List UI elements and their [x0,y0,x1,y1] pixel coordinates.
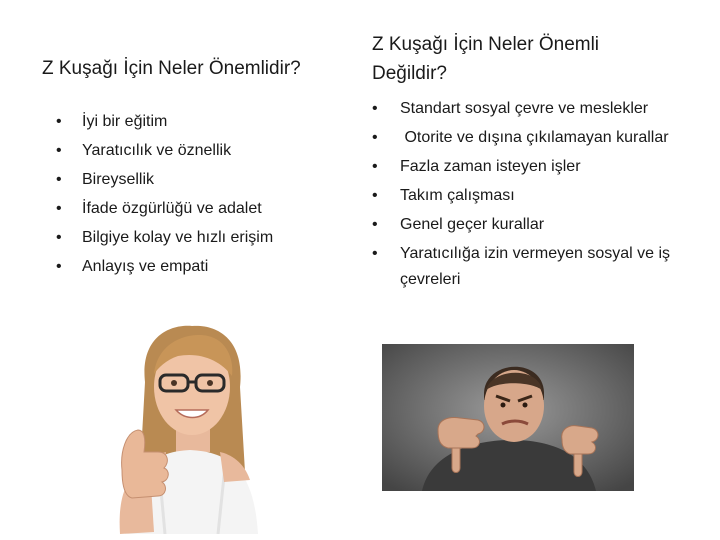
list-item: • Takım çalışması [372,183,672,209]
right-heading: Z Kuşağı İçin Neler Önemli Değildir? [372,34,600,84]
girl-thumbs-up-photo [40,312,330,534]
bullet-icon: • [372,100,378,117]
list-item: • Bilgiye kolay ve hızlı erişim [56,223,352,252]
list-item: • Anlayış ve empati [56,252,352,281]
bullet-icon: • [372,187,378,204]
bullet-icon: • [56,200,62,217]
left-heading: Z Kuşağı İçin Neler Önemlidir? [42,58,301,79]
right-column [372,30,672,296]
boy-illustration [382,344,634,491]
right-list [372,96,672,293]
bullet-icon: • [372,129,378,146]
bullet-icon: • [56,258,62,275]
bullet-icon: • [372,245,378,262]
bullet-icon: • [56,142,62,159]
list-item: • İyi bir eğitim [56,107,352,136]
list-item: • Yaratıcılığa izin vermeyen sosyal ve iş çevreleri [372,241,672,293]
list-item: • Standart sosyal çevre ve meslekler [372,96,672,122]
list-item: • Yaratıcılık ve öznellik [56,136,352,165]
list-item: • İfade özgürlüğü ve adalet [56,194,352,223]
bullet-icon: • [372,216,378,233]
left-list [56,107,352,281]
left-column [42,55,352,281]
girl-illustration [40,312,330,534]
bullet-icon: • [372,158,378,175]
bullet-icon: • [56,229,62,246]
bullet-icon: • [56,171,62,188]
boy-thumbs-down-photo [382,344,634,491]
list-item: • Bireysellik [56,165,352,194]
list-item: • Fazla zaman isteyen işler [372,154,672,180]
list-item: • Otorite ve dışına çıkılamayan kurallar [372,125,672,151]
bullet-icon: • [56,113,62,130]
list-item: • Genel geçer kurallar [372,212,672,238]
